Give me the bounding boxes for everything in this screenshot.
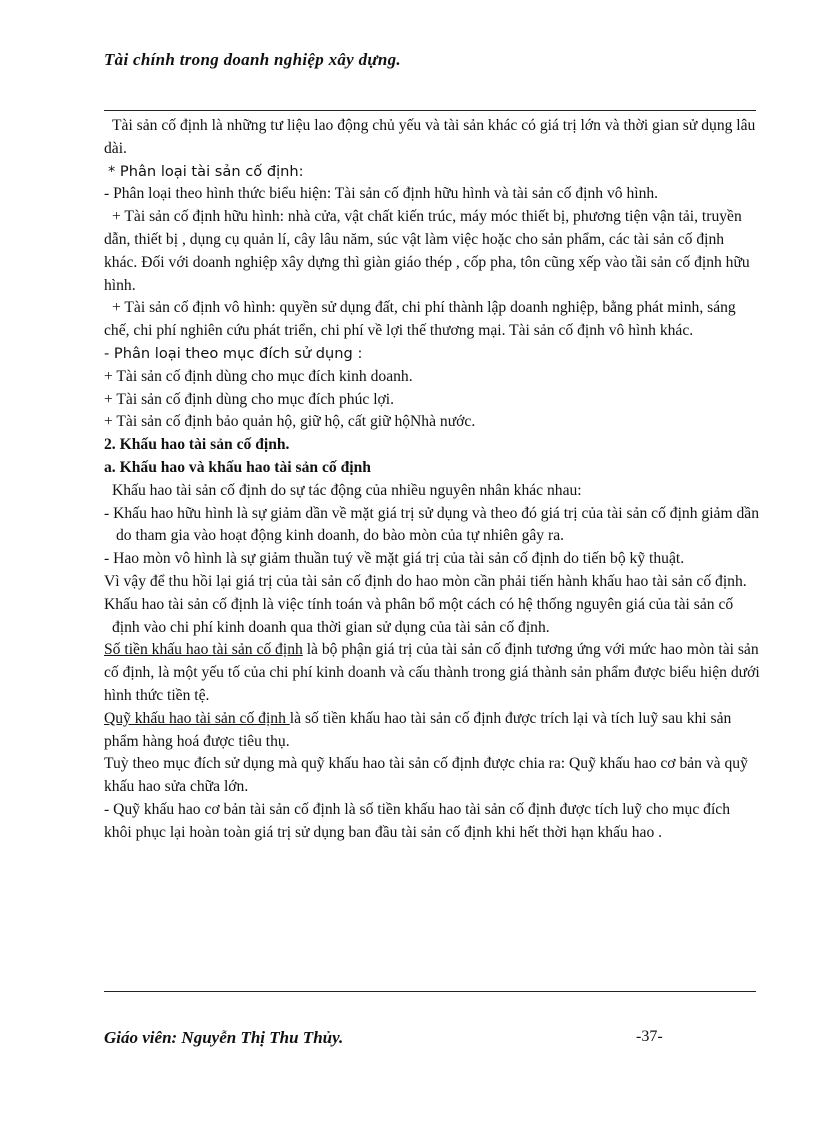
paragraph-definition: Tài sản cố định là những tư liệu lao động chủ yếu và tài sản khác có giá trị lớn và thời gian sử dụng lâu dài. xyxy=(104,117,756,157)
paragraph-tangible-wear: - Khấu hao hữu hình là sự giảm dần về mặt giá trị sử dụng và theo đó giá trị của tài sản cố định giảm dần do tham gia vào hoạt động kinh doanh, do bào mòn của tự nhiên gây ra. xyxy=(104,504,760,545)
list-item-custody: + Tài sản cố định bảo quản hộ, giữ hộ, cất giữ hộNhà nước. xyxy=(104,413,476,431)
paragraph-fund-types: Tuỳ theo mục đích sử dụng mà quỹ khấu hao tài sản cố định được chia ra: Quỹ khấu hao cơ bản và quỹ khấu hao sửa chữa lớn. xyxy=(104,755,748,796)
paragraph-intangible-wear: - Hao mòn vô hình là sự giảm thuần tuý về mặt giá trị của tài sản cố định do tiến bộ kỹ thuật. xyxy=(104,550,685,568)
paragraph-classify-by-purpose: - Phân loại theo mục đích sử dụng : xyxy=(104,344,363,362)
paragraph-depreciation-definition: Khấu hao tài sản cố định là việc tính toán và phân bổ một cách có hệ thống nguyên giá của tài sản cố định vào chi phí kinh doanh qua thời gian sử dụng của tài sản cố định. xyxy=(104,595,734,636)
list-item-business: + Tài sản cố định dùng cho mục đích kinh doanh. xyxy=(104,367,413,385)
paragraph-depreciation-fund-text: là số tiền khấu hao tài sản cố định được trích lại và tích luỹ sau khi sản phẩm hàng hoá được tiêu thụ. xyxy=(104,709,732,750)
subsection-heading-depreciation: a. Khấu hao và khấu hao tài sản cố định xyxy=(104,458,371,476)
paragraph-tangible-assets: + Tài sản cố định hữu hình: nhà cửa, vật chất kiến trúc, máy móc thiết bị, phương tiện vận tải, truyền dẫn, thiết bị , dụng cụ quản lí, cây lâu năm, súc vật làm việc hoặc cho sản phẩm, các tài sản cố định khác. Đối với doanh nghiệp xây dựng thì giàn giáo thép , cốp pha, tôn cũng xếp vào tầi sản cố định hữu hình. xyxy=(104,208,750,294)
paragraph-classify-by-form: - Phân loại theo hình thức biểu hiện: Tài sản cố định hữu hình và tài sản cố định vô hình. xyxy=(104,185,659,203)
paragraph-depreciation-amount xyxy=(104,639,760,707)
footer-rule xyxy=(104,991,756,992)
section-heading-depreciation: 2. Khấu hao tài sản cố định. xyxy=(104,436,290,454)
page-body xyxy=(104,115,760,845)
paragraph-intangible-assets: + Tài sản cố định vô hình: quyền sử dụng đất, chi phí thành lập doanh nghiệp, bằng phát minh, sáng chế, chi phí nghiên cứu phát triển, chi phí về lợi thế thương mại. Tài sản cố định vô hình khác. xyxy=(104,299,736,340)
footer-author: Giáo viên: Nguyễn Thị Thu Thủy. xyxy=(104,1028,344,1047)
paragraph-recovery: Vì vậy để thu hồi lại giá trị của tài sản cố định do hao mòn cần phải tiến hành khấu hao tài sản cố định. xyxy=(104,572,747,590)
term-depreciation-fund: Quỹ khấu hao tài sản cố định xyxy=(104,709,290,727)
running-header-title: Tài chính trong doanh nghiệp xây dựng. xyxy=(104,50,401,69)
paragraph-basic-fund: - Quỹ khấu hao cơ bản tài sản cố định là số tiền khấu hao tài sản cố định được tích luỹ cho mục đích khôi phục lại hoàn toàn giá trị sử dụng ban đầu tài sản cố định khi hết thời hạn khấu hao . xyxy=(104,800,731,841)
list-item-welfare: + Tài sản cố định dùng cho mục đích phúc lợi. xyxy=(104,390,395,408)
paragraph-depreciation-fund xyxy=(104,708,760,754)
paragraph-classification-heading: * Phân loại tài sản cố định: xyxy=(108,162,304,180)
paragraph-causes: Khấu hao tài sản cố định do sự tác động của nhiều nguyên nhân khác nhau: xyxy=(112,481,582,499)
term-depreciation-amount: Số tiền khấu hao tài sản cố định xyxy=(104,641,303,659)
page-number: -37- xyxy=(636,1028,663,1045)
paragraph-depreciation-amount-text: là bộ phận giá trị của tài sản cố định tương ứng với mức hao mòn tài sản cố định, là một yếu tố của chi phí kinh doanh và cấu thành trong giá thành sản phẩm được biểu hiện dưới hình thức tiền tệ. xyxy=(104,641,760,704)
header-rule xyxy=(104,110,756,111)
